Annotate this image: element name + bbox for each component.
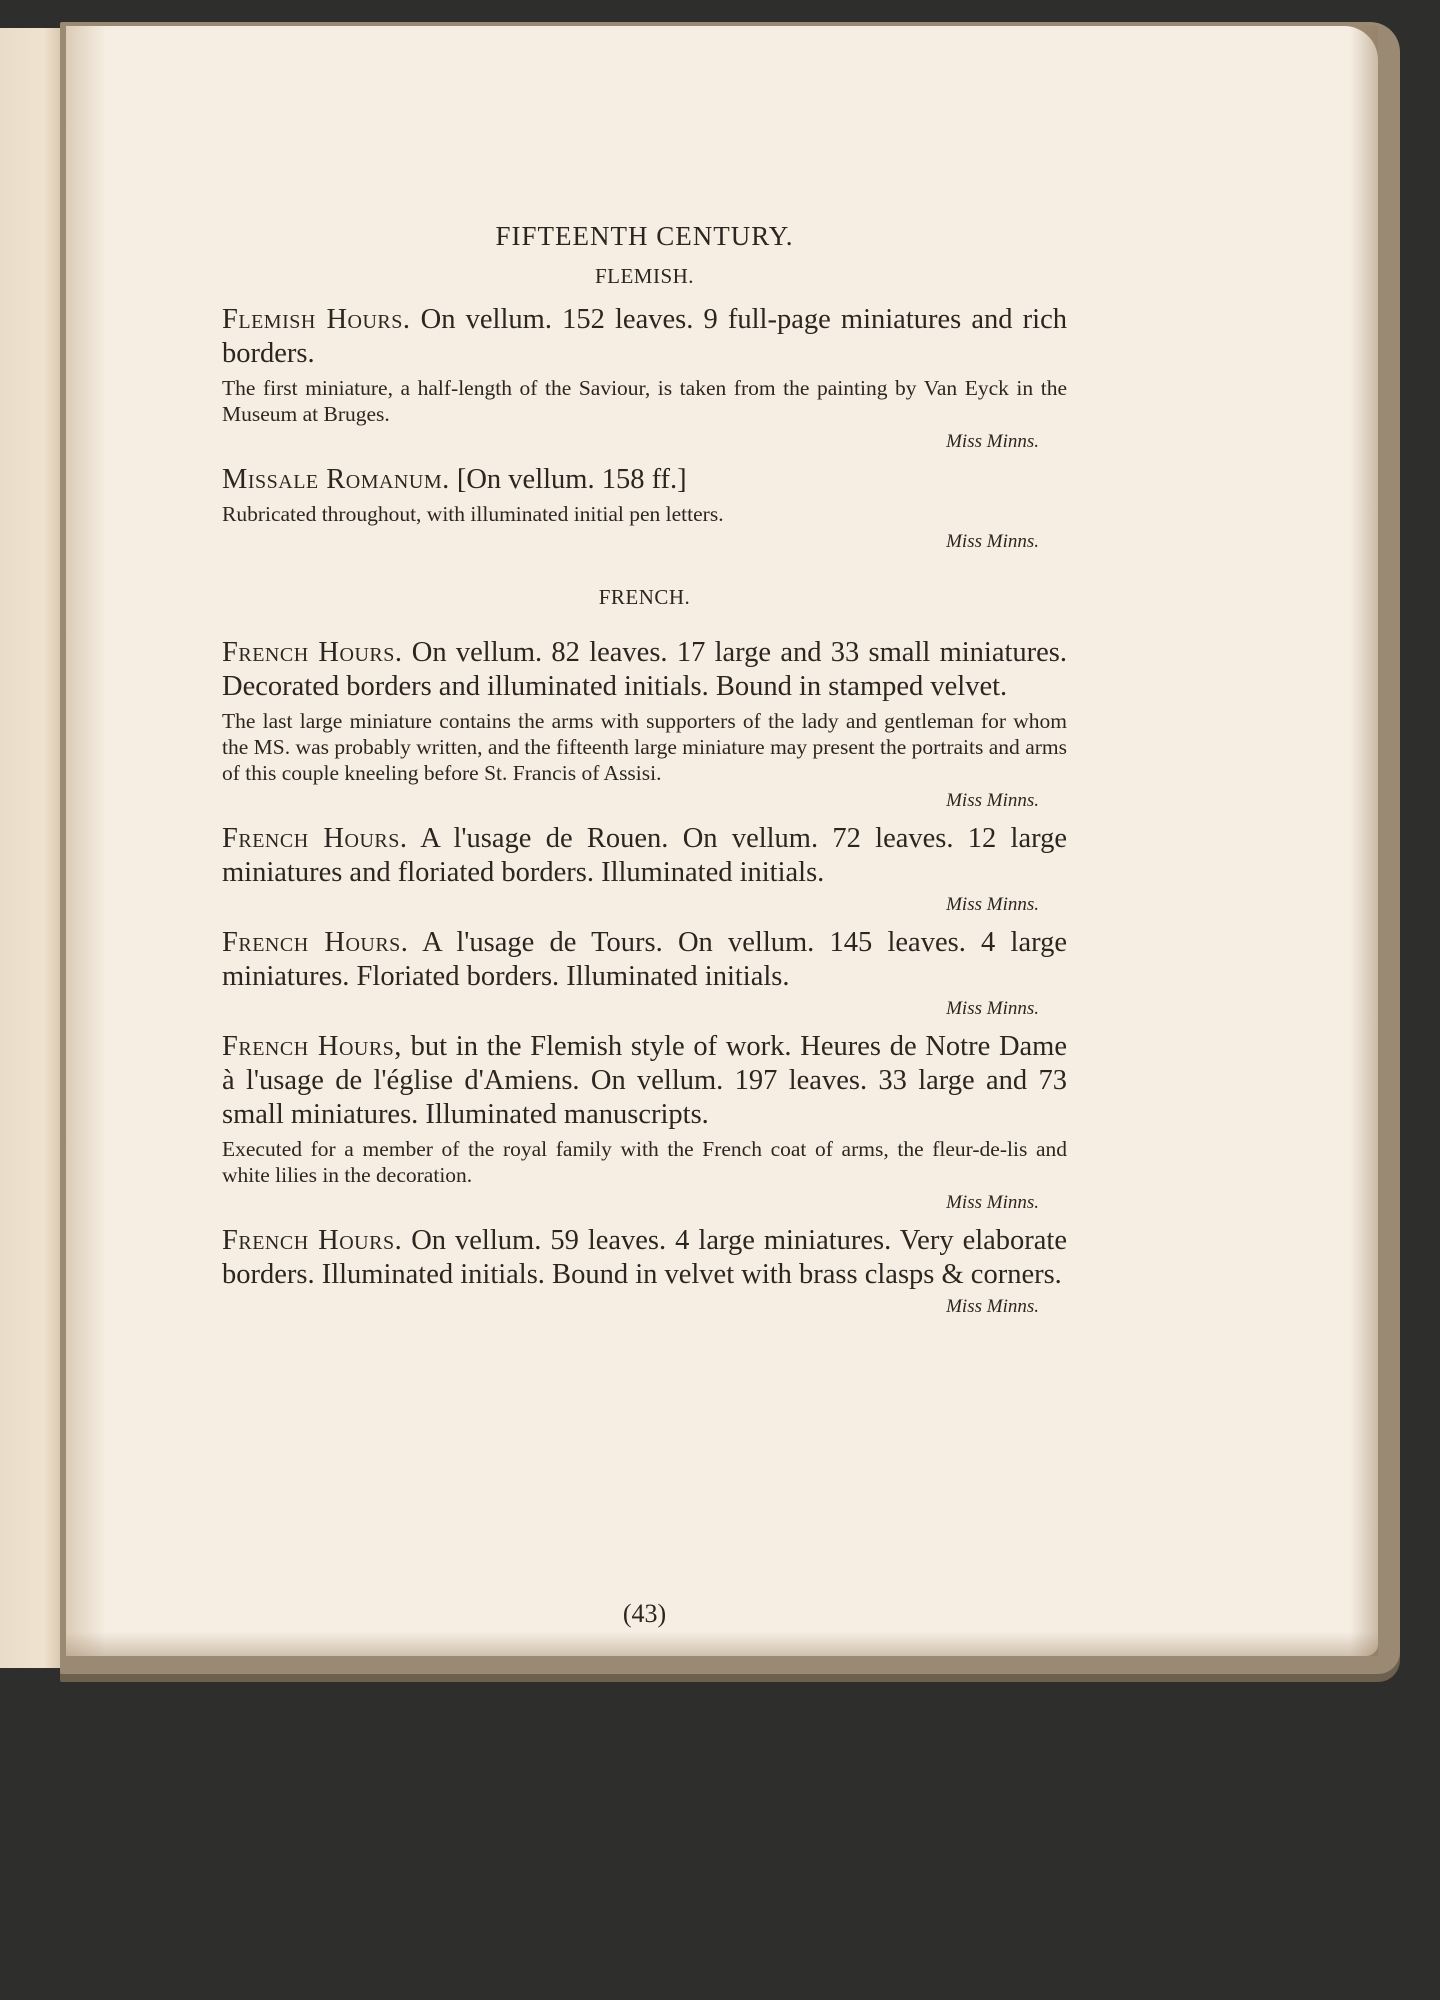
page-edge-right [1350, 26, 1378, 1656]
entry-title: French Hours. [222, 927, 409, 958]
catalog-entry [222, 1030, 1067, 1214]
entry-owner: Miss Minns. [946, 531, 1039, 552]
book-page [66, 26, 1378, 1656]
entry-note: The last large miniature contains the arms with supporters of the lady and gentleman for whom the MS. was probably written, and the fifteenth large miniature may present the portraits and arms of this couple kneeling before St. Francis of Assisi. [222, 709, 1067, 785]
entry-description: On vellum. 59 leaves. 4 large miniatures. Very elaborate borders. Illuminated initials. Bound in velvet with brass clasps & corners. [222, 1225, 1067, 1290]
entry-description: On vellum. 152 leaves. 9 full-page miniatures and rich borders. [222, 304, 1067, 369]
catalog-entry [222, 636, 1067, 812]
entry-description: On vellum. 82 leaves. 17 large and 33 small miniatures. Decorated borders and illuminated initials. Bound in stamped velvet. [222, 637, 1067, 702]
catalog-entry [222, 463, 1067, 553]
entry-owner: Miss Minns. [946, 790, 1039, 811]
entry-owner: Miss Minns. [946, 1296, 1039, 1317]
catalog-entry [222, 926, 1067, 1020]
entry-description: [On vellum. 158 ff.] [456, 464, 687, 495]
entry-title: Missale Romanum. [222, 464, 450, 495]
catalog-entry [222, 303, 1067, 453]
catalog-entry [222, 822, 1067, 916]
entry-owner: Miss Minns. [946, 998, 1039, 1019]
page-edge-bottom [66, 1632, 1378, 1656]
gutter-shadow [66, 26, 106, 1656]
century-heading: FIFTEENTH CENTURY. [495, 221, 794, 251]
section-label-flemish: FLEMISH. [594, 264, 695, 288]
entry-owner: Miss Minns. [946, 1192, 1039, 1213]
entry-description: A l'usage de Tours. On vellum. 145 leaves. 4 large miniatures. Floriated borders. Illuminated initials. [222, 927, 1067, 992]
entry-title: French Hours. [222, 823, 408, 854]
entry-description: A l'usage de Rouen. On vellum. 72 leaves. 12 large miniatures and floriated borders. Illuminated initials. [222, 823, 1067, 888]
page-content [222, 221, 1067, 1628]
entry-note: The first miniature, a half-length of the Saviour, is taken from the painting by Van Eyck in the Museum at Bruges. [222, 376, 1067, 426]
entry-note: Rubricated throughout, with illuminated initial pen letters. [222, 502, 724, 526]
entry-title: French Hours. [222, 1225, 403, 1256]
page-number: (43) [622, 1599, 667, 1628]
entry-owner: Miss Minns. [946, 894, 1039, 915]
facing-page-edge [0, 28, 64, 1668]
entry-note: Executed for a member of the royal family with the French coat of arms, the fleur-de-lis and white lilies in the decoration. [222, 1137, 1067, 1187]
entry-owner: Miss Minns. [946, 431, 1039, 452]
catalog-entry [222, 1224, 1067, 1318]
entry-title: Flemish Hours. [222, 304, 411, 335]
entry-description: but in the Flemish style of work. Heures de Notre Dame à l'usage de l'église d'Amiens. On vellum. 197 leaves. 33 large and 73 small miniatures. Illuminated manuscripts. [222, 1031, 1067, 1130]
entry-title: French Hours. [222, 637, 403, 668]
section-label-french: FRENCH. [598, 585, 691, 609]
entry-title: French Hours, [222, 1031, 402, 1062]
